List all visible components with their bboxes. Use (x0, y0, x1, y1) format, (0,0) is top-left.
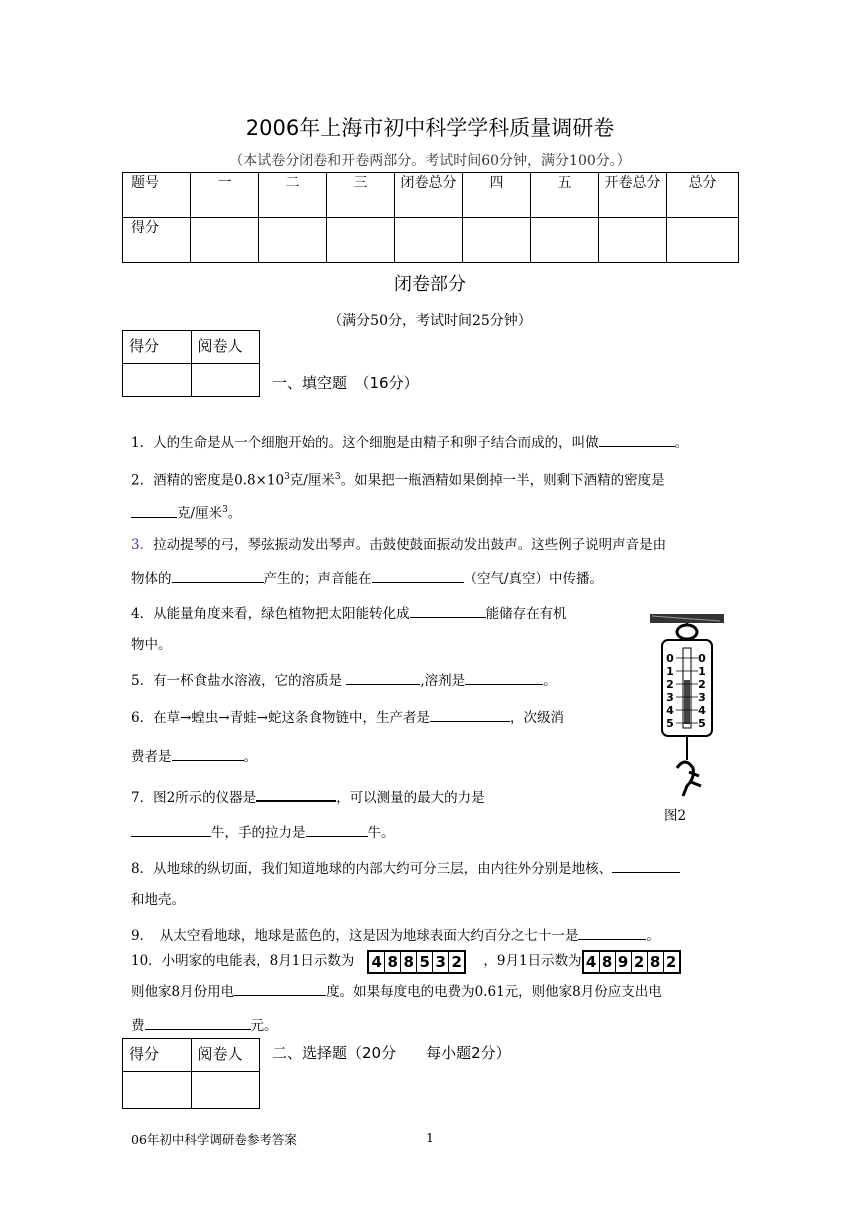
spring-scale-figure (632, 608, 732, 808)
scale-number: 4 (666, 704, 674, 717)
answer-blank[interactable] (465, 670, 543, 685)
grader-box-2 (122, 1038, 260, 1109)
answer-blank[interactable] (131, 503, 177, 518)
answer-blank[interactable] (346, 670, 420, 685)
score-input-cell[interactable] (395, 218, 463, 263)
question-3-cont: 物体的 产生的；声音能在 （空气/真空）中传播。 (131, 568, 603, 589)
grader-name-label: 阅卷人 (191, 1039, 260, 1072)
part1-title: 一、填空题 （16分） (272, 374, 419, 392)
grader-score-label: 得分 (123, 331, 192, 364)
question-1: 1．人的生命是从一个细胞开始的。这个细胞是由精子和卵子结合而成的，叫做 。 (131, 432, 688, 453)
hook-ring (677, 625, 697, 639)
question-5: 5．有一杯食盐水溶液，它的溶质是 ,溶剂是 。 (131, 670, 557, 691)
scale-number: 0 (698, 652, 706, 665)
question-6: 6．在草→蝗虫→青蛙→蛇这条食物链中，生产者是 ，次级消 (131, 707, 564, 728)
grader-score-label: 得分 (123, 1039, 192, 1072)
grader-score-cell[interactable] (123, 1072, 192, 1109)
answer-blank[interactable] (578, 925, 646, 940)
question-3: 3．拉动提琴的弓，琴弦振动发出琴声。击鼓使鼓面振动发出鼓声。这些例子说明声音是由 (131, 537, 667, 553)
hand-icon (677, 762, 701, 796)
scale-number: 1 (666, 665, 674, 678)
score-input-cell[interactable] (531, 218, 599, 263)
score-header-cell: 三 (327, 173, 395, 218)
score-header-cell: 题号 (123, 173, 191, 218)
score-input-cell[interactable] (327, 218, 395, 263)
question-8: 8．从地球的纵切面，我们知道地球的内部大约可分三层，由内往外分别是地核、 (131, 858, 680, 879)
answer-blank[interactable] (306, 822, 368, 837)
scale-number: 5 (666, 717, 674, 730)
grader-name-cell[interactable] (191, 1072, 260, 1109)
scale-number: 3 (698, 691, 706, 704)
answer-blank[interactable] (131, 822, 211, 837)
question-10: 10．小明家的电能表，8月1日示数为 4 8 8 5 3 2 ，9月1日示数为 4 8 9 2 8 2 (131, 948, 681, 974)
score-input-cell[interactable] (463, 218, 531, 263)
score-row-label: 得分 (123, 218, 191, 263)
grader-box (122, 330, 260, 397)
answer-blank[interactable] (172, 746, 244, 761)
scale-number: 1 (698, 665, 706, 678)
answer-blank[interactable] (612, 858, 680, 873)
scale-number: 2 (698, 678, 706, 691)
score-header-cell: 闭卷总分 (395, 173, 463, 218)
grader-name-label: 阅卷人 (191, 331, 260, 364)
question-7: 7．图2所示的仪器是 ，可以测量的最大的力是 (131, 786, 485, 808)
answer-blank[interactable] (372, 568, 464, 583)
question-2: 2．酒精的密度是$0.8\times 10^3$克/厘米$^3$。如果把一瓶酒精如果倒掉一半，则剩下酒精的密度是 (131, 472, 665, 489)
answer-blank[interactable] (430, 707, 510, 722)
page-number: 1 (426, 1130, 434, 1145)
meter-reading-aug: 4 8 8 5 3 2 (367, 950, 466, 974)
scale-number: 0 (666, 652, 674, 665)
section-subtitle: （满分50分，考试时间25分钟） (328, 313, 532, 329)
answer-blank[interactable] (599, 432, 675, 447)
section-title: 闭卷部分 (394, 274, 466, 295)
part2-title: 二、选择题（20分 每小题2分） (272, 1044, 511, 1062)
question-2-cont: 克/厘米$^3$。 (131, 500, 241, 524)
question-10-cont2: 费 元。 (131, 1015, 278, 1036)
answer-blank[interactable] (234, 981, 326, 996)
grader-score-cell[interactable] (123, 364, 192, 397)
question-7-cont: 牛，手的拉力是 牛。 (131, 822, 395, 843)
score-table (122, 172, 739, 263)
question-6-cont: 费者是 。 (131, 746, 257, 767)
score-header-cell: 一 (191, 173, 259, 218)
question-8-cont: 和地壳。 (131, 892, 185, 908)
score-input-cell[interactable] (667, 218, 739, 263)
answer-blank[interactable] (410, 603, 486, 618)
answer-blank[interactable] (145, 1015, 251, 1030)
meter-reading-sep: 4 8 9 2 8 2 (582, 950, 681, 974)
question-4: 4．从能量角度来看，绿色植物把太阳能转化成 能储存在有机 (131, 603, 567, 624)
scale-number: 4 (698, 704, 706, 717)
score-header-cell: 开卷总分 (599, 173, 667, 218)
footer-title: 06年初中科学调研卷参考答案 (131, 1132, 297, 1147)
answer-blank[interactable] (172, 568, 264, 583)
score-input-cell[interactable] (259, 218, 327, 263)
question-10-cont: 则他家8月份用电 度。如果每度电的电费为0.61元，则他家8月份应支出电 (131, 981, 662, 1002)
score-header-cell: 总分 (667, 173, 739, 218)
score-header-cell: 二 (259, 173, 327, 218)
figure-caption: 图2 (664, 808, 687, 824)
question-4-cont: 物中。 (131, 637, 172, 653)
score-header-cell: 四 (463, 173, 531, 218)
scale-number: 2 (666, 678, 674, 691)
score-input-cell[interactable] (599, 218, 667, 263)
scale-number: 5 (698, 717, 706, 730)
question-9: 9． 从太空看地球，地球是蓝色的，这是因为地球表面大约百分之七十一是 。 (131, 925, 660, 946)
answer-blank[interactable] (256, 786, 336, 802)
grader-name-cell[interactable] (191, 364, 260, 397)
score-input-cell[interactable] (191, 218, 259, 263)
page-subtitle: （本试卷分闭卷和开卷两部分。考试时间60分钟，满分100分。） (229, 153, 631, 169)
scale-number: 3 (666, 691, 674, 704)
page-title: 2006年上海市初中科学学科质量调研卷 (245, 116, 615, 140)
score-header-cell: 五 (531, 173, 599, 218)
